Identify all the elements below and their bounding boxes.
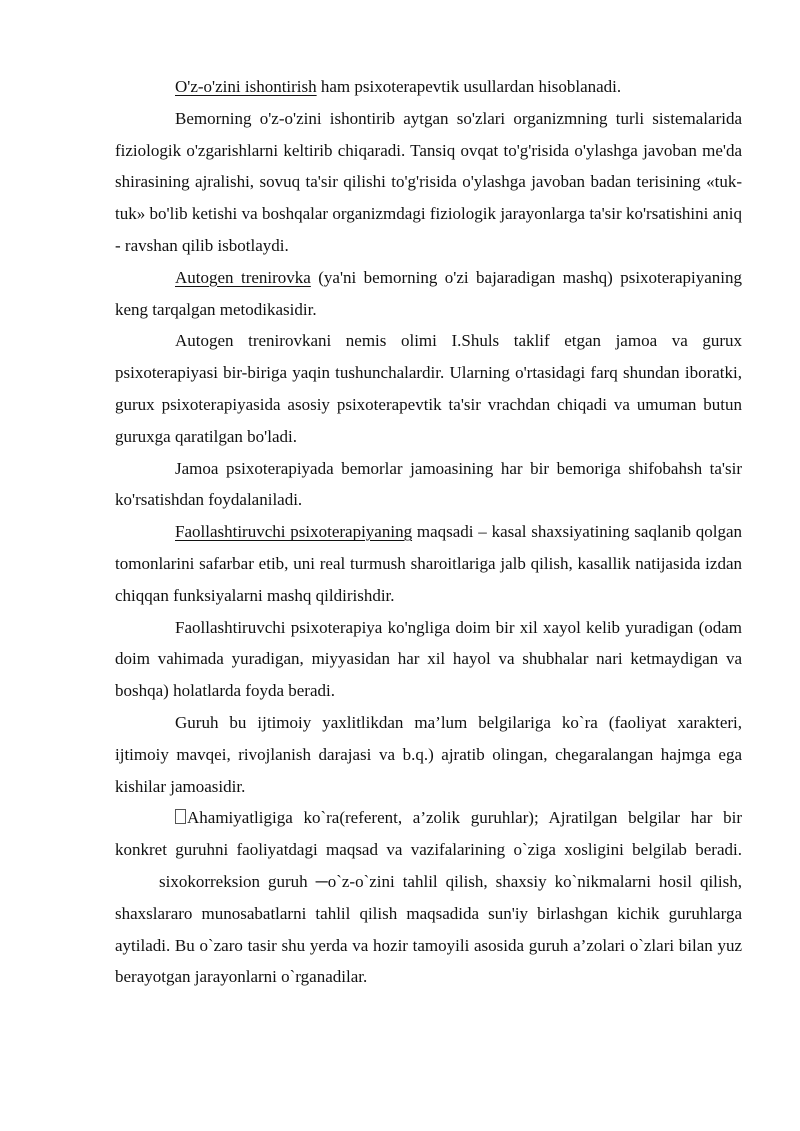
paragraph-activating-psychotherapy (115, 516, 742, 611)
paragraph-text: ham psixoterapevtik usullardan hisoblanadi. (316, 77, 622, 96)
term-autogenic-training: Autogen trenirovka (175, 267, 311, 287)
paragraph-physiological-changes: Bemorning o'z-o'zini ishontirib aytgan so'zlari organizmning turli sistemalarida fiziologik o'zgarishlarni keltirib chiqaradi. Tansiq ovqat to'g'risida o'ylashga javoban me'da shirasining ajralishi, sovuq ta'sir qilishi to'g'risida o'ylashga javoban badan terisining «tuk-tuk» bo'lib ketishi va boshqalar organizmdagi fiziologik jarayonlarga ta'sir ko'rsatishini aniq - ravshan qilib isbotlaydi. (115, 108, 742, 255)
paragraph-text-continued: sixokorreksion guruh ─o`z-o`zini tahlil qilish, shaxsiy ko`nikmalarni hosil qilish, shaxslararo munosabatlarni tahlil qilish maqsadida sun'iy birlashgan kichik guruhlarga aytiladi. Bu o`zaro tasir shu yerda va hozir tamoyili asosida guruh a’zolari o`zlari bilan yuz berayotgan jarayonlarni o`rganadilar. (115, 871, 742, 987)
paragraph-collective-psychotherapy: Jamoa psixoterapiyada bemorlar jamoasining har bir bemoriga shifobahsh ta'sir ko'rsatishdan foydalaniladi. (115, 458, 742, 510)
term-self-persuasion: O'z-o'zini ishontirish (175, 77, 317, 96)
paragraph-text: maqsadi – kasal shaxsiyatining saqlanib qolgan tomonlarini safarbar etib, uni real turmush sharoitlariga jalb qilish, kasallik natijasida izdan chiqqan funksiyalarni mashq qildirishdir. (115, 522, 742, 605)
paragraph-text: (ya'ni bemorning o'zi bajaradigan mashq) psixoterapiyaning keng tarqalgan metodikasidir. (115, 267, 743, 319)
paragraph-group-definition: Guruh bu ijtimoiy yaxlitlikdan ma’lum belgilariga ko`ra (faoliyat xarakteri, ijtimoiy mavqei, rivojlanish darajasi va b.q.) ajratib olingan, chegaralangan hajmga ega kishilar jamoasidir. (115, 712, 742, 796)
paragraph-activating-usage: Faollashtiruvchi psixoterapiya ko'ngliga doim bir xil xayol kelib yuradigan (odam doim vahimada yuradigan, miyyasidan har xil hayol va shubhalar nari ketmaydigan va boshqa) holatlarda foyda beradi. (115, 617, 742, 701)
paragraph-autogenic-training (115, 262, 742, 326)
paragraph-reference-groups (115, 802, 742, 993)
missing-glyph-icon (175, 809, 186, 824)
term-activating-psychotherapy: Faollashtiruvchi psixoterapiyaning (175, 522, 413, 542)
paragraph-self-persuasion (115, 71, 742, 103)
paragraph-group-psychotherapy: Autogen trenirovkani nemis olimi I.Shuls taklif etgan jamoa va gurux psixoterapiyasi bir-biriga yaqin tushunchalardir. Ularning o'rtasidagi farq shundan iboratki, gurux psixoterapiyasida asosiy psixoterapevtik ta'sir vrachdan chiqadi va umuman butun guruxga qaratilgan bo'ladi. (115, 331, 742, 446)
paragraph-text: Ahamiyatligiga ko`ra(referent, a’zolik guruhlar); Ajratilgan belgilar har bir konkret guruhni faoliyatdagi maqsad va vazifalarining o`ziga xosligini belgilab beradi. (115, 808, 742, 860)
document-page (115, 71, 742, 993)
